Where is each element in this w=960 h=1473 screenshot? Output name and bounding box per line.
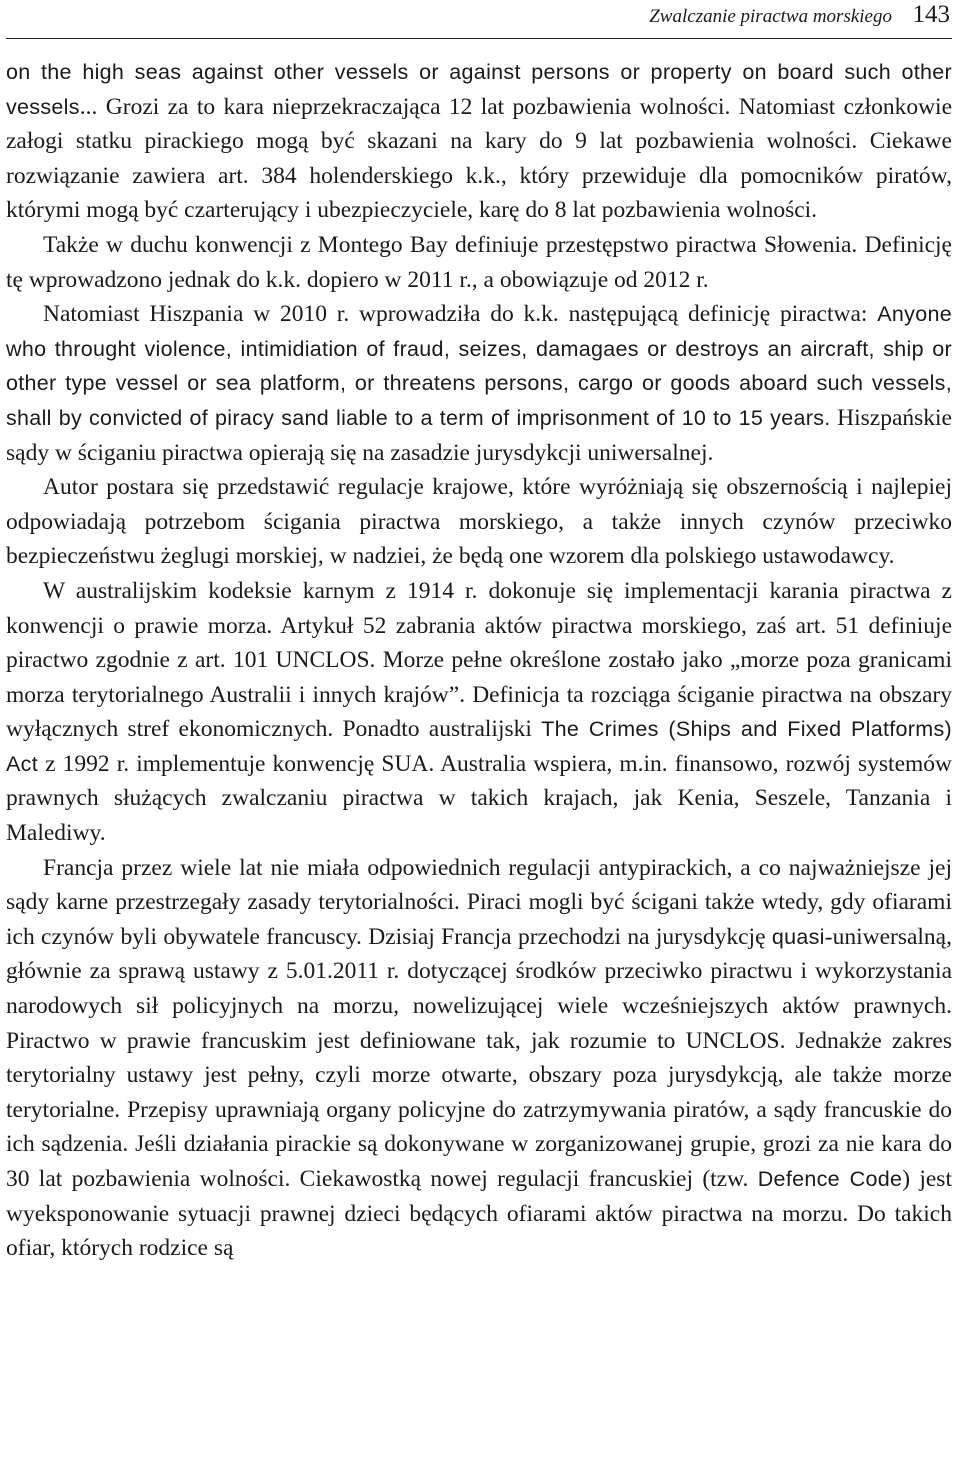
- text-segment: Hiszpańskie sądy w ściganiu piractwa opierają się na zasadzie jurysdykcji uniwersalnej.: [6, 404, 952, 466]
- text-segment: ) jest wyeksponowanie sytuacji prawnej dzieci będących ofiarami aktów piractwa na morzu. Do takich ofiar, których rodzice są: [6, 1166, 952, 1262]
- quoted-foreign-text: Anyone who throught violence, intimidiation of fraud, seizes, damagaes or destroys an aircraft, ship or other type vessel or sea platform, or threatens persons, cargo or goods aboard such vessels, shall by convicted of piracy sand liable to a term of imprisonment of 10 to 15 years.: [6, 302, 952, 430]
- text-segment: ... Grozi za to kara nieprzekraczająca 12 lat pozbawienia wolności. Natomiast członkowie załogi statku pirackiego mogą być skazani na kary do 9 lat pozbawienia wolności. Ciekawe rozwiązanie zawiera art. 384 holenderskiego k.k., który przewiduje dla pomocników piratów, którymi mogą być czarterujący i ubezpieczyciele, karę do 8 lat pozbawienia wolności.: [6, 93, 952, 224]
- page-number: 143: [912, 1, 950, 28]
- text-segment: Autor postara się przedstawić regulacje krajowe, które wyróżniają się obszernością i najlepiej odpowiadają potrzebom ścigania piractwa morskiego, a także innych czynów przeciwko bezpieczeństwu żeglugi morskiej, w nadziei, że będą one wzorem dla polskiego ustawodawcy.: [6, 474, 952, 570]
- quoted-foreign-text: quasi: [771, 924, 825, 949]
- body-text: [6, 55, 952, 1266]
- paragraph: [6, 297, 952, 470]
- text-segment: -uniwersalną, głównie za sprawą ustawy z 5.01.2011 r. dotyczącej środków przeciwko piractwu i wykorzystania narodowych sił policyjnych na morzu, nowelizującej wiele wcześniejszych aktów prawnych. Piractwo w prawie francuskim jest definiowane tak, jak rozumie to UNCLOS. Jednakże zakres terytorialny ustawy jest pełny, czyli morze otwarte, obszary poza jurysdykcją, ale także morze terytorialne. Przepisy uprawniają organy policyjne do zatrzymywania piratów, a sądy francuskie do ich sądzenia. Jeśli działania pirackie są dokonywane w zorganizowanej grupie, grozi za nie kara do 30 lat pozbawienia wolności. Ciekawostką nowej regulacji francuskiej (tzw.: [6, 923, 952, 1192]
- paragraph: [6, 228, 952, 297]
- quoted-foreign-text: Defence Code: [757, 1167, 903, 1191]
- running-header: [6, 0, 952, 39]
- paragraph: [6, 55, 952, 228]
- quoted-foreign-text: The Crimes (Ships and Fixed Platforms) Act: [6, 717, 952, 776]
- quoted-foreign-text: on the high seas against other vessels or against persons or property on board such other vessels: [6, 60, 952, 119]
- document-page: [6, 0, 952, 1266]
- text-segment: Francja przez wiele lat nie miała odpowiednich regulacji antypirackich, a co najważniejsze jej sądy karne przestrzegały zasady terytorialności. Piraci mogli być ścigani także wtedy, gdy ofiarami ich czynów byli obywatele francuscy. Dzisiaj Francja przechodzi na jurysdykcję: [6, 854, 952, 950]
- text-segment: z 1992 r. implementuje konwencję SUA. Australia wspiera, m.in. finansowo, rozwój systemów prawnych służących zwalczaniu piractwa w takich krajach, jak Kenia, Seszele, Tanzania i Malediwy.: [6, 750, 952, 847]
- running-title: Zwalczanie piractwa morskiego: [649, 6, 892, 27]
- paragraph: [6, 851, 952, 1266]
- paragraph: [6, 574, 952, 851]
- paragraph: [6, 470, 952, 574]
- text-segment: W australijskim kodeksie karnym z 1914 r. dokonuje się implementacji karania piractwa z konwencji o prawie morza. Artykuł 52 zabrania aktów piractwa morskiego, zaś art. 51 definiuje piractwo zgodnie z art. 101 UNCLOS. Morze pełne określone zostało jako „morze poza granicami morza terytorialnego Australii i innych krajów”. Definicja ta rozciąga ściganie piractwa na obszary wyłącznych stref ekonomicznych. Ponadto australijski: [6, 577, 952, 743]
- text-segment: Także w duchu konwencji z Montego Bay definiuje przestępstwo piractwa Słowenia. Definicję tę wprowadzono jednak do k.k. dopiero w 2011 r., a obowiązuje od 2012 r.: [6, 231, 952, 293]
- text-segment: Natomiast Hiszpania w 2010 r. wprowadziła do k.k. następującą definicję piractwa:: [43, 301, 878, 328]
